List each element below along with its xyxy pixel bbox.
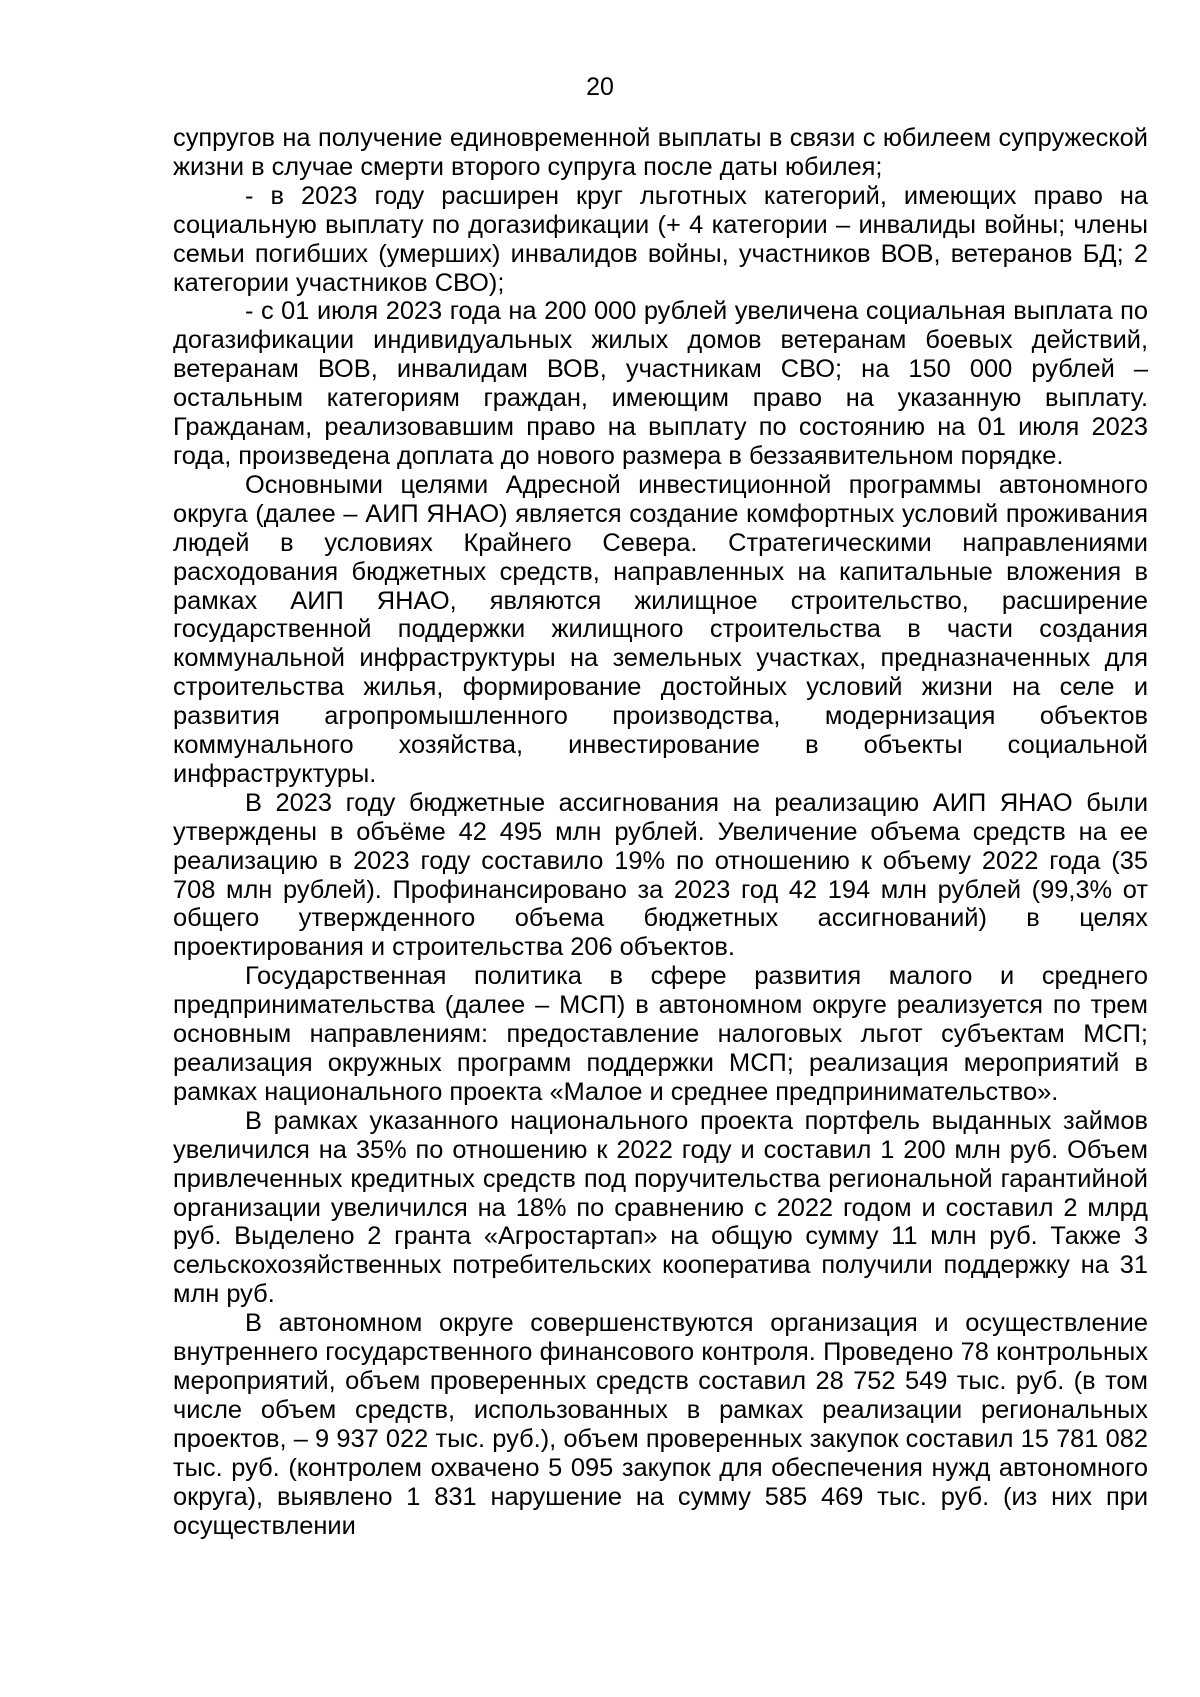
paragraph-gasification-payment: - с 01 июля 2023 года на 200 000 рублей увеличена социальная выплата по догазификации индивидуальных жилых домов ветеранам боевых действий, ветеранам ВОВ, инвалидам ВОВ, участникам СВО; на 150 000 рублей – остальным категориям граждан, имеющим право на указанную выплату. Гражданам, реализовавшим право на выплату по состоянию на 01 июля 2023 года, произведена доплата до нового размера в беззаявительном порядке. bbox=[173, 297, 1148, 470]
page-number: 20 bbox=[586, 73, 614, 101]
paragraph-sme-policy: Государственная политика в сфере развития малого и среднего предпринимательства (далее – МСП) в автономном округе реализуется по трем основным направлениям: предоставление налоговых льгот субъектам МСП; реализация окружных программ поддержки МСП; реализация мероприятий в рамках национального проекта «Малое и среднее предпринимательство». bbox=[173, 962, 1148, 1106]
paragraph-gasification-categories: - в 2023 году расширен круг льготных категорий, имеющих право на социальную выплату по догазификации (+ 4 категории – инвалиды войны; члены семьи погибших (умерших) инвалидов войны, участников ВОВ, ветеранов БД; 2 категории участников СВО); bbox=[173, 181, 1148, 297]
paragraph-investment-program-goals: Основными целями Адресной инвестиционной программы автономного округа (далее – АИП ЯНАО) является создание комфортных условий проживания людей в условиях Крайнего Севера. Стратегическими направлениями расходования бюджетных средств, направленных на капитальные вложения в рамках АИП ЯНАО, являются жилищное строительство, расширение государственной поддержки жилищного строительства в части создания коммунальной инфраструктуры на земельных участках, предназначенных для строительства жилья, формирование достойных условий жизни на селе и развития агропромышленного производства, модернизация объектов коммунального хозяйства, инвестирование в объекты социальной инфраструктуры. bbox=[173, 470, 1148, 788]
document-body bbox=[173, 124, 1148, 1540]
paragraph-investment-program-budget: В 2023 году бюджетные ассигнования на реализацию АИП ЯНАО были утверждены в объёме 42 495 млн рублей. Увеличение объема средств на ее реализацию в 2023 году составило 19% по отношению к объему 2022 года (35 708 млн рублей). Профинансировано за 2023 год 42 194 млн рублей (99,3% от общего утвержденного объема бюджетных ассигнований) в целях проектирования и строительства 206 объектов. bbox=[173, 788, 1148, 962]
paragraph-sme-loans: В рамках указанного национального проекта портфель выданных займов увеличился на 35% по отношению к 2022 году и составил 1 200 млн руб. Объем привлеченных кредитных средств под поручительства региональной гарантийной организации увеличился на 18% по сравнению с 2022 годом и составил 2 млрд руб. Выделено 2 гранта «Агростартап» на общую сумму 11 млн руб. Также 3 сельскохозяйственных потребительских кооператива получили поддержку на 31 млн руб. bbox=[173, 1106, 1148, 1309]
paragraph-continuation: супругов на получение единовременной выплаты в связи с юбилеем супружеской жизни в случае смерти второго супруга после даты юбилея; bbox=[173, 124, 1148, 181]
paragraph-financial-control: В автономном округе совершенствуются организация и осуществление внутреннего государственного финансового контроля. Проведено 78 контрольных мероприятий, объем проверенных средств составил 28 752 549 тыс. руб. (в том числе объем средств, использованных в рамках реализации региональных проектов, – 9 937 022 тыс. руб.), объем проверенных закупок составил 15 781 082 тыс. руб. (контролем охвачено 5 095 закупок для обеспечения нужд автономного округа), выявлено 1 831 нарушение на сумму 585 469 тыс. руб. (из них при осуществлении bbox=[173, 1309, 1148, 1540]
